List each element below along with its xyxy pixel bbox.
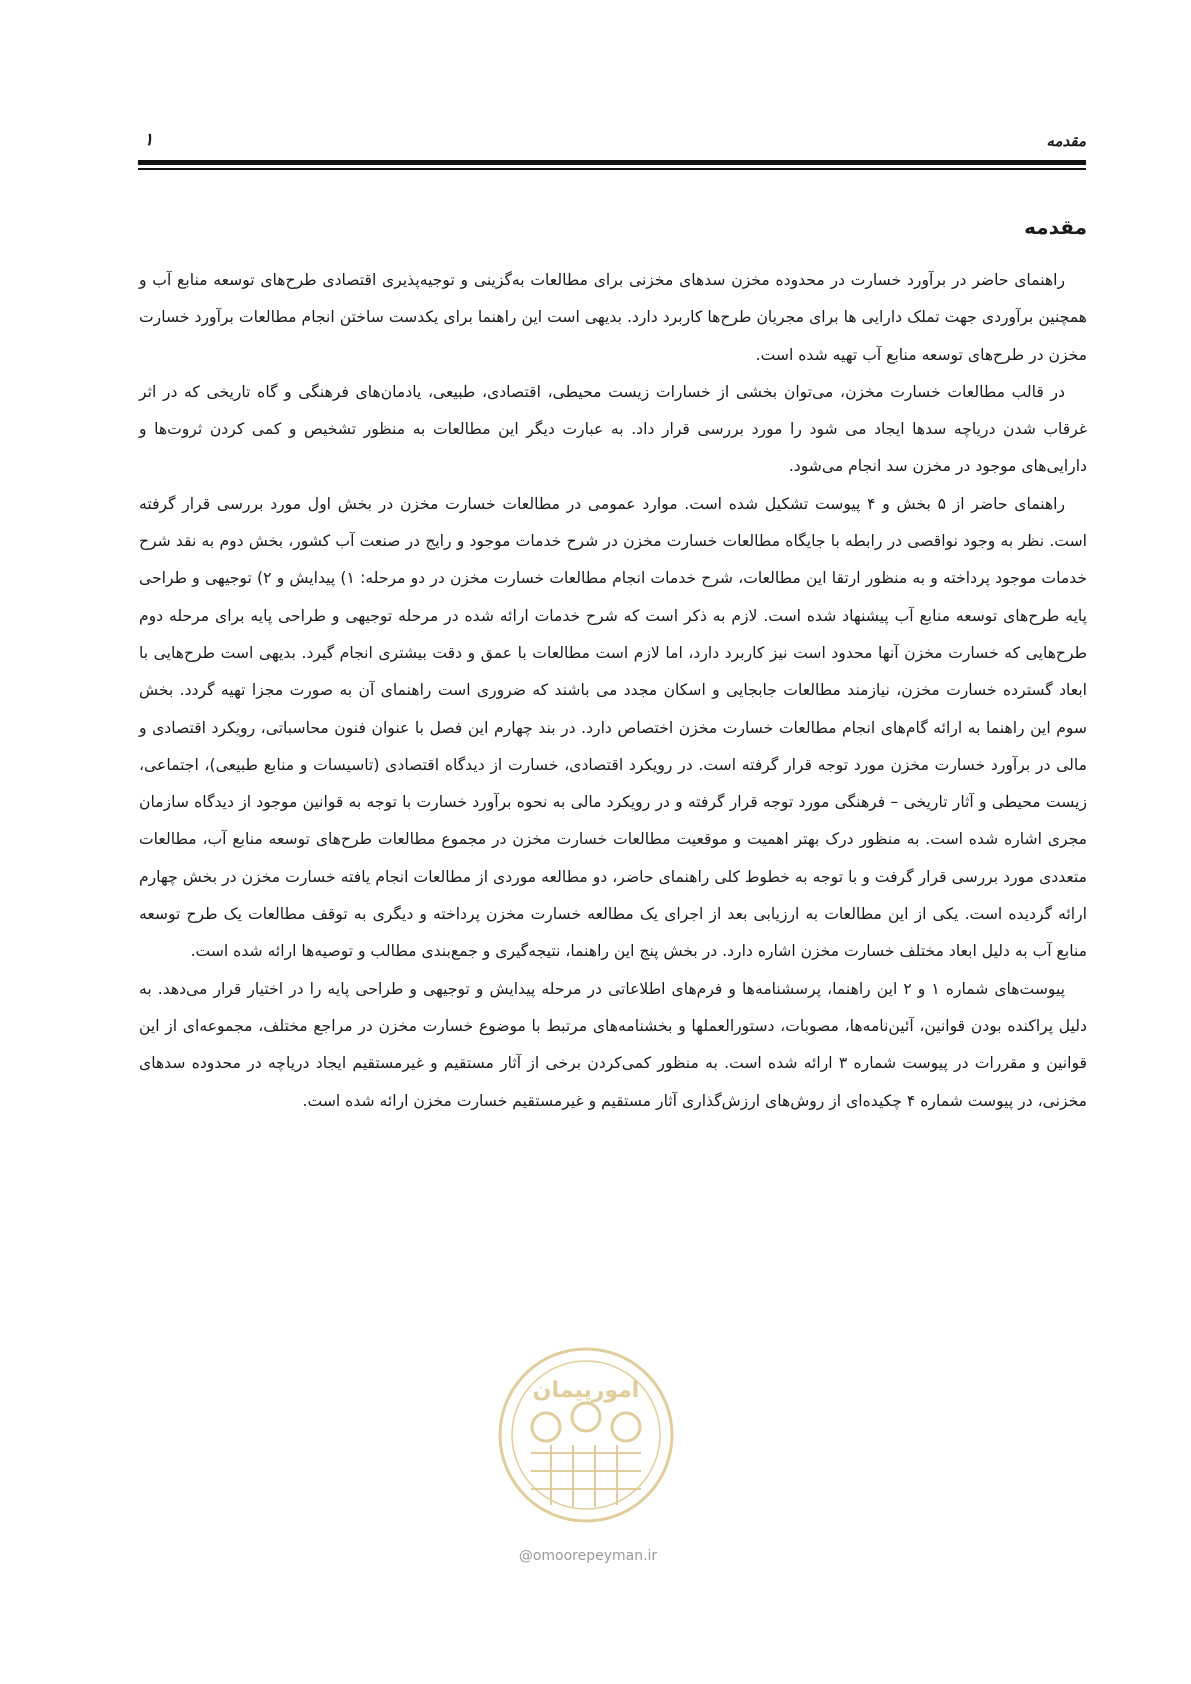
- paragraph: راهنمای حاضر در برآورد خسارت در محدوده مخزن سدهای مخزنی برای مطالعات به‌گزینی و توجیه‌پذیری اقتصادی طرح‌های توسعه منابع آب و همچنین برآوردی جهت تملک دارایی ها برای مجریان طرح‌ها کاربرد دارد. بدیهی است این راهنما برای یکدست ساختن انجام مطالعات برآورد خسارت مخزن در طرح‌های توسعه منابع آب تهیه شده است.: [139, 271, 1087, 364]
- page-number: ۱: [144, 130, 154, 150]
- running-title: مقدمه: [1046, 132, 1086, 150]
- paragraph: در قالب مطالعات خسارت مخزن، می‌توان بخشی از خسارات زیست محیطی، اقتصادی، طبیعی، یادمان‌های فرهنگی و گاه تاریخی که در اثر غرقاب شدن دریاچه سدها ایجاد می شود را مورد بررسی قرار داد. به عبارت دیگر این مطالعات به منظور تشخیص و کمی کردن ثروت‌ها و دارایی‌های موجود در مخزن سد انجام می‌شود.: [139, 382, 1087, 476]
- running-header: [138, 128, 1086, 158]
- watermark-url: @omoorepeyman.ir: [518, 1548, 658, 1564]
- header-rule-thin: [138, 168, 1086, 170]
- paragraph: پیوست‌های شماره ۱ و ۲ این راهنما، پرسشنامه‌ها و فرم‌های اطلاعاتی در مرحله پیدایش و توجیهی و طراحی پایه را در اختیار قرار می‌دهد. به دلیل پراکنده بودن قوانین، آئین‌نامه‌ها، مصوبات، دستورالعملها و بخشنامه‌های مرتبط با موضوع خسارت مخزن در مراجع مختلف، مجموعه‌ای از این قوانین و مقررات در پیوست شماره ۳ ارائه شده است. به منظور کمی‌کردن برخی از آثار مستقیم و غیرمستقیم ایجاد دریاچه در محدوده سدهای مخزنی، در پیوست شماره ۴ چکیده‌ای از روش‌های ارزش‌گذاری آثار مستقیم و غیرمستقیم خسارت مخزن ارائه شده است.: [139, 979, 1087, 1110]
- section-content: [139, 210, 1087, 1120]
- paragraph: راهنمای حاضر از ۵ بخش و ۴ پیوست تشکیل شده است. موارد عمومی در مطالعات خسارت مخزن در بخش اول مورد بررسی قرار گرفته است. نظر به وجود نواقصی در رابطه با جایگاه مطالعات خسارت مخزن در شرح خدمات موجود و رایج در صنعت آب کشور، بخش دوم به نقد شرح خدمات موجود پرداخته و به منظور ارتقا این مطالعات، شرح خدمات انجام مطالعات خسارت مخزن در دو مرحله: ۱) پیدایش و ۲) توجیهی و طراحی پایه طرح‌های توسعه منابع آب پیشنهاد شده است. لازم به ذکر است که شرح خدمات ارائه شده در مرحله توجیهی و طراحی پایه برای مرحله دوم طرح‌هایی که خسارت مخزن آنها محدود است نیز کاربرد دارد، اما لازم است مطالعات با عمق و دقت بیشتری انجام گیرد. بدیهی است طرح‌هایی با ابعاد گسترده خسارت مخزن، نیازمند مطالعات جابجایی و اسکان مجدد می باشند که ضروری است راهنمای آن به صورت مجزا تهیه گردد. بخش سوم این راهنما به ارائه گام‌های انجام مطالعات خسارت مخزن اختصاص دارد. در بند چهارم این فصل با عنوان فنون محاسباتی، رویکرد اقتصادی و مالی در برآورد خسارت مخزن مورد توجه قرار گرفته است. در رویکرد اقتصادی، خسارت از دیدگاه اقتصادی (تاسیسات و منابع طبیعی)، اجتماعی، زیست محیطی و آثار تاریخی – فرهنگی مورد توجه قرار گرفته و در رویکرد مالی به نحوه برآورد خسارت با توجه به قوانین موجود از دیدگاه سازمان مجری اشاره شده است. به منظور درک بهتر اهمیت و موقعیت مطالعات خسارت مخزن در مجموع مطالعات طرح‌های توسعه منابع آب، مطالعات متعددی مورد بررسی قرار گرفت و با توجه به خطوط کلی راهنمای حاضر، دو مطالعه موردی از مطالعات انجام یافته خسارت مخزن در بخش چهارم ارائه گردیده است. یکی از این مطالعات به ارزیابی بعد از اجرای یک مطالعه خسارت مخزن پرداخته و دیگری به توقف مطالعات یک طرح توسعه منابع آب به دلیل ابعاد مختلف خسارت مخزن اشاره دارد. در بخش پنج این راهنما، نتیجه‌گیری و جمع‌بندی مطالب و توصیه‌ها ارائه شده است.: [139, 494, 1087, 961]
- section-heading: مقدمه: [1024, 215, 1087, 239]
- watermark-logo: [491, 1335, 681, 1545]
- header-rule-thick: [138, 160, 1086, 165]
- watermark-text: امورپیمان: [532, 1378, 640, 1403]
